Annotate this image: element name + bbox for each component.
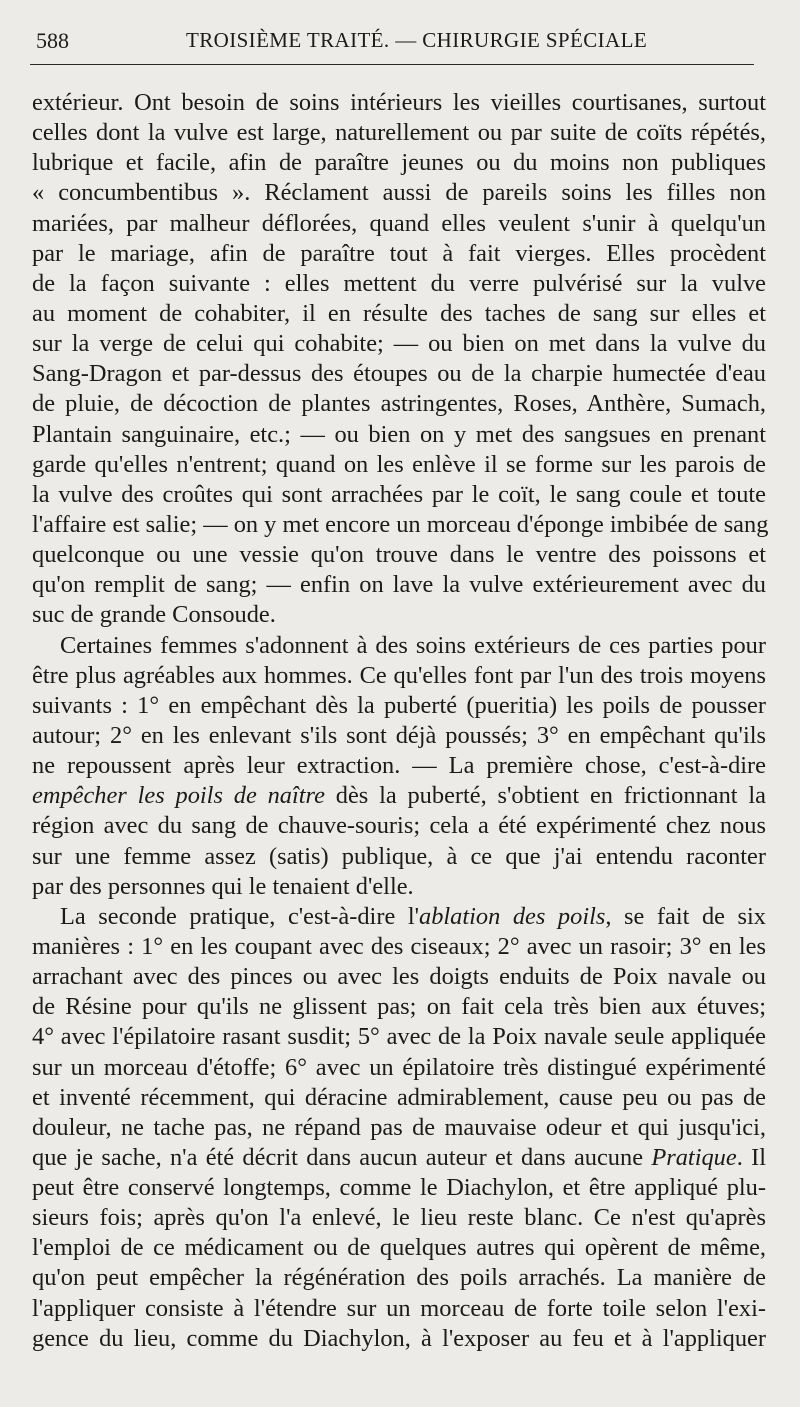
text-line-content: celles dont la vulve est large, naturellement ou par suite de coïts répétés, bbox=[32, 119, 766, 147]
text-line bbox=[32, 691, 766, 721]
text-line-content: et inventé récemment, qui déracine admirablement, cause peu ou pas de bbox=[32, 1083, 766, 1111]
text-line bbox=[32, 88, 766, 118]
text-line-content: 4° avec l'épilatoire rasant susdit; 5° avec de la Poix navale seule appliquée bbox=[32, 1023, 766, 1051]
text-line-content: région avec du sang de chauve-souris; cela a été expérimenté chez nous bbox=[32, 812, 766, 840]
text-line bbox=[32, 239, 766, 269]
text-line-content: dès la puberté, s'obtient en frictionnant la bbox=[335, 782, 766, 810]
text-line-content: peut être conservé longtemps, comme le Diachylon, et être appliqué plu- bbox=[32, 1174, 766, 1202]
text-line-content: qu'on remplit de sang; — enfin on lave la vulve extérieurement avec du bbox=[32, 571, 766, 599]
text-line-content: Certaines femmes s'adonnent à des soins extérieurs de ces parties pour bbox=[60, 631, 766, 659]
text-line bbox=[32, 721, 766, 751]
text-line bbox=[32, 329, 766, 359]
text-line-content: Plantain sanguinaire, etc.; — ou bien on y met des sangsues en prenant bbox=[32, 420, 766, 448]
text-line bbox=[32, 1203, 766, 1233]
text-line bbox=[32, 389, 766, 419]
text-line bbox=[32, 842, 766, 872]
text-line bbox=[32, 570, 766, 600]
text-line-content: suivants : 1° en empêchant dès la puberté (pueritia) les poils de pousser bbox=[32, 691, 766, 719]
text-line bbox=[32, 1294, 766, 1324]
text-line-content: par des personnes qui le tenaient d'elle. bbox=[32, 872, 414, 900]
text-line-content: autour; 2° en les enlevant s'ils sont déjà poussés; 3° en empêchant qu'ils bbox=[32, 721, 766, 749]
text-line bbox=[32, 1324, 766, 1354]
text-line-content: l'affaire est salie; — on y met encore un morceau d'éponge imbibée de sang bbox=[32, 510, 769, 538]
text-line bbox=[32, 932, 766, 962]
text-line-content: l'appliquer consiste à l'étendre sur un morceau de forte toile selon l'exi- bbox=[32, 1294, 766, 1322]
text-line bbox=[32, 269, 766, 299]
text-line-lead: que je sache, n'a été décrit dans aucun auteur et dans aucune bbox=[32, 1143, 652, 1171]
text-line-content: par le mariage, afin de paraître tout à fait vierges. Elles procèdent bbox=[32, 239, 766, 267]
text-line bbox=[32, 1053, 766, 1083]
text-line bbox=[32, 962, 766, 992]
body-text bbox=[32, 88, 769, 1354]
text-line-content: la vulve des croûtes qui sont arrachées par le coït, le sang coule et toute bbox=[32, 480, 766, 508]
italic-phrase: Pratique bbox=[651, 1143, 737, 1171]
text-line bbox=[32, 902, 766, 932]
text-line bbox=[32, 631, 766, 661]
text-line-content: l'emploi de ce médicament ou de quelques autres qui opèrent de même, bbox=[32, 1234, 766, 1262]
text-line bbox=[32, 1113, 766, 1143]
text-line bbox=[32, 872, 766, 902]
text-line-content: sur une femme assez (satis) publique, à ce que j'ai entendu raconter bbox=[32, 842, 766, 870]
text-line bbox=[32, 480, 766, 510]
text-line-content: suc de grande Consoude. bbox=[32, 601, 276, 629]
text-line-content: , se fait de six bbox=[605, 902, 767, 930]
text-line bbox=[32, 1022, 766, 1052]
text-line bbox=[32, 299, 766, 329]
text-line-content: de Résine pour qu'ils ne glissent pas; on fait cela très bien aux étuves; bbox=[32, 993, 766, 1021]
text-line-content: douleur, ne tache pas, ne répand pas de mauvaise odeur et qui jusqu'ici, bbox=[32, 1113, 766, 1141]
text-line-content: quelconque ou une vessie qu'on trouve dans le ventre des poissons et bbox=[32, 541, 766, 569]
text-line-content: être plus agréables aux hommes. Ce qu'elles font par l'un des trois moyens bbox=[32, 661, 766, 689]
text-line bbox=[32, 1263, 766, 1293]
text-line bbox=[32, 148, 766, 178]
text-line bbox=[32, 178, 766, 208]
running-title: TROISIÈME TRAITÉ. — CHIRURGIE SPÉCIALE bbox=[186, 28, 648, 52]
text-line bbox=[32, 1233, 766, 1263]
text-line-content: « concumbentibus ». Réclament aussi de pareils soins les filles non bbox=[32, 179, 766, 207]
text-line-content: au moment de cohabiter, il en résulte des taches de sang sur elles et bbox=[32, 299, 766, 327]
text-line-content: de pluie, de décoction de plantes astringentes, Roses, Anthère, Sumach, bbox=[32, 390, 766, 418]
text-line bbox=[32, 781, 766, 811]
text-line bbox=[32, 510, 769, 540]
text-line-content: lubrique et facile, afin de paraître jeunes ou du moins non publiques bbox=[32, 149, 766, 177]
italic-phrase: empêcher les poils de naître bbox=[32, 782, 325, 810]
text-line-content: mariées, par malheur déflorées, quand elles veulent s'unir à quelqu'un bbox=[32, 209, 766, 237]
text-line-content: extérieur. Ont besoin de soins intérieurs les vieilles courtisanes, surtout bbox=[32, 89, 766, 116]
text-line bbox=[32, 1173, 766, 1203]
text-line-content: manières : 1° en les coupant avec des ciseaux; 2° avec un rasoir; 3° en les bbox=[32, 932, 766, 960]
page-header bbox=[36, 26, 754, 56]
text-line-content: sieurs fois; après qu'on l'a enlevé, le lieu reste blanc. Ce n'est qu'après bbox=[32, 1204, 766, 1232]
text-line-content: sur un morceau d'étoffe; 6° avec un épilatoire très distingué expérimenté bbox=[32, 1053, 766, 1081]
italic-phrase: ablation des poils bbox=[419, 902, 606, 930]
text-line bbox=[32, 540, 766, 570]
text-line-content: qu'on peut empêcher la régénération des poils arrachés. La manière de bbox=[32, 1264, 766, 1292]
text-line-lead: La seconde pratique, c'est-à-dire l' bbox=[60, 902, 419, 930]
header-rule bbox=[30, 64, 754, 65]
text-line-content: garde qu'elles n'entrent; quand on les enlève il se forme sur les parois de bbox=[32, 450, 766, 478]
page-number: 588 bbox=[36, 28, 69, 53]
text-line-content: . Il bbox=[736, 1143, 766, 1171]
text-line bbox=[32, 118, 766, 148]
text-line bbox=[32, 1143, 766, 1173]
text-line-content: gence du lieu, comme du Diachylon, à l'exposer au feu et à l'appliquer bbox=[32, 1324, 766, 1352]
text-line bbox=[32, 420, 766, 450]
text-line bbox=[32, 661, 766, 691]
text-line bbox=[32, 359, 766, 389]
text-line bbox=[32, 811, 766, 841]
text-line bbox=[32, 992, 766, 1022]
text-line-content: arrachant avec des pinces ou avec les doigts enduits de Poix navale ou bbox=[32, 963, 766, 991]
text-line-content: Sang-Dragon et par-dessus des étoupes ou de la charpie humectée d'eau bbox=[32, 360, 766, 388]
text-line-content: ne repoussent après leur extraction. — La première chose, c'est-à-dire bbox=[32, 752, 766, 780]
text-line-content: sur la verge de celui qui cohabite; — ou bien on met dans la vulve du bbox=[32, 330, 766, 358]
text-line bbox=[32, 450, 766, 480]
text-line bbox=[32, 600, 766, 630]
text-line bbox=[32, 751, 766, 781]
text-line bbox=[32, 209, 766, 239]
text-line-content: de la façon suivante : elles mettent du verre pulvérisé sur la vulve bbox=[32, 269, 766, 297]
text-line bbox=[32, 1083, 766, 1113]
